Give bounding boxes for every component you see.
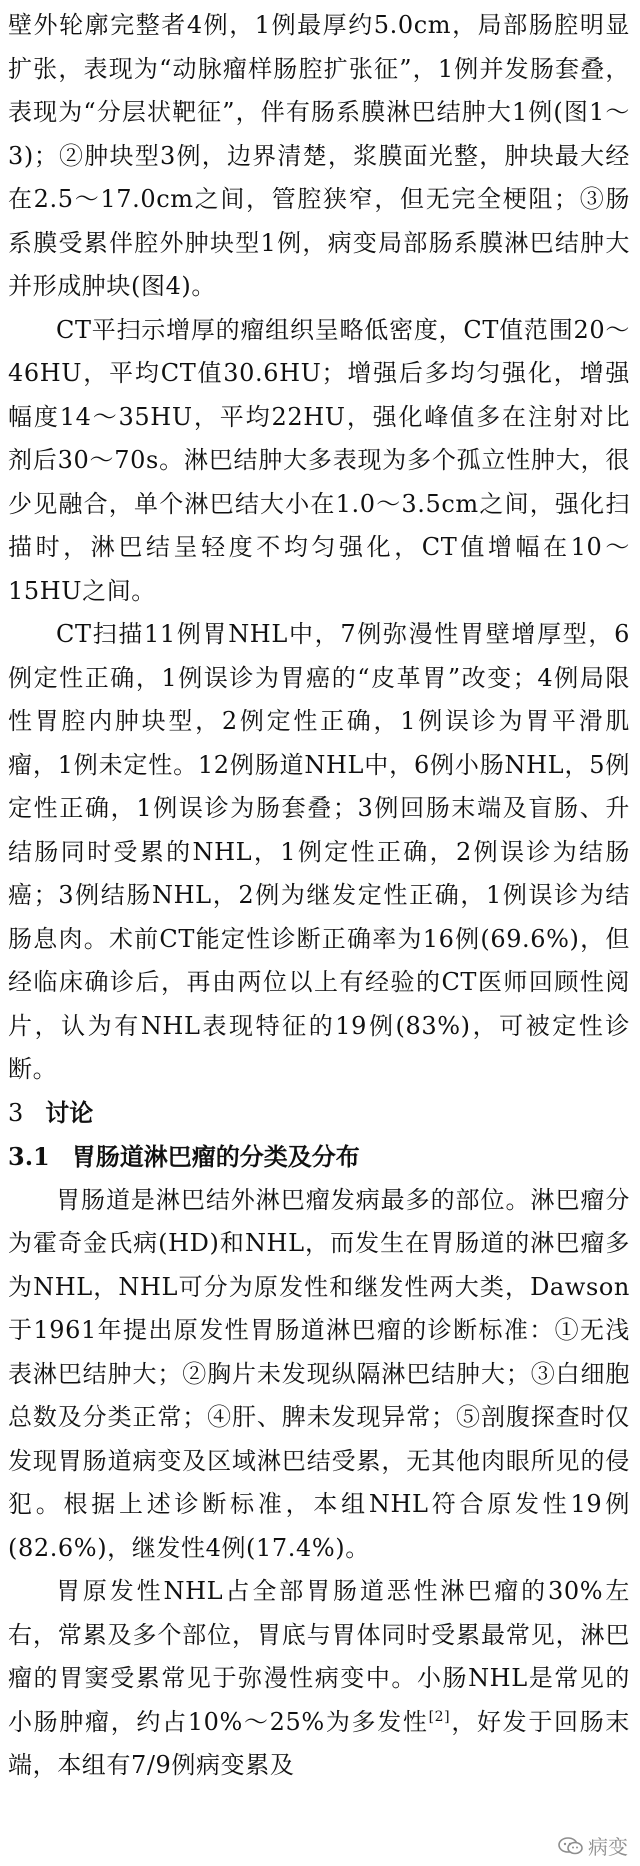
paragraph-distribution [8, 1570, 630, 1788]
paragraph-results-ct-values: CT平扫示增厚的瘤组织呈略低密度，CT值范围20～46HU，平均CT值30.6HU；增强后多均匀强化，增强幅度14～35HU，平均22HU，强化峰值多在注射对比剂后30～70s。淋巴结肿大多表现为多个孤立性肿大，很少见融合，单个淋巴结大小在1.0～3.5cm之间，强化扫描时，淋巴结呈轻度不均匀强化，CT值增幅在10～15HU之间。 [8, 315, 630, 605]
paragraph-results-diagnosis: CT扫描11例胃NHL中，7例弥漫性胃壁增厚型，6例定性正确，1例误诊为胃癌的“皮革胃”改变；4例局限性胃腔内肿块型，2例定性正确，1例误诊为胃平滑肌瘤，1例未定性。12例肠道NHL中，6例小肠NHL，5例定性正确，1例误诊为肠套叠；3例回肠末端及盲肠、升结肠同时受累的NHL，1例定性正确，2例误诊为结肠癌；3例结肠NHL，2例为继发定性正确，1例误诊为结肠息肉。术前CT能定性诊断正确率为16例(69.6%)，但经临床确诊后，再由两位以上有经验的CT医师回顾性阅片，认为有NHL表现特征的19例(83%)，可被定性诊断。 [8, 620, 630, 1083]
section-heading [8, 1092, 630, 1136]
subsection-heading [8, 1135, 630, 1179]
watermark [558, 1831, 628, 1860]
watermark-text: 病变 [588, 1835, 628, 1859]
citation-ref[interactable]: [2] [428, 1708, 451, 1725]
paragraph-results-1: 壁外轮廓完整者4例，1例最厚约5.0cm，局部肠腔明显扩张，表现为“动脉瘤样肠腔扩张征”，1例并发肠套叠，表现为“分层状靶征”，伴有肠系膜淋巴结肿大1例(图1～3)；②肿块型3例，边界清楚，浆膜面光整，肿块最大经在2.5～17.0cm之间，管腔狭窄，但无完全梗阻；③肠系膜受累伴腔外肿块型1例，病变局部肠系膜淋巴结肿大并形成肿块(图4)。 [8, 11, 630, 300]
section-number: 3 [8, 1098, 24, 1127]
paragraph-classification: 胃肠道是淋巴结外淋巴瘤发病最多的部位。淋巴瘤分为霍奇金氏病(HD)和NHL，而发生在胃肠道的淋巴瘤多为NHL，NHL可分为原发性和继发性两大类，Dawson于1961年提出原发性胃肠道淋巴瘤的诊断标准：①无浅表淋巴结肿大；②胸片未发现纵隔淋巴结肿大；③白细胞总数及分类正常；④肝、脾未发现异常；⑤剖腹探查时仅发现胃肠道病变及区域淋巴结受累，无其他肉眼所见的侵犯。根据上述诊断标准，本组NHL符合原发性19例(82.6%)，继发性4例(17.4%)。 [8, 1185, 630, 1562]
paragraph-distribution-text: 胃原发性NHL占全部胃肠道恶性淋巴瘤的30%左右，常累及多个部位，胃底与胃体同时受累最常见，淋巴瘤的胃窦受累常见于弥漫性病变中。小肠NHL是常见的小肠肿瘤，约占10%～25%为多发性 [8, 1577, 630, 1736]
section-title: 讨论 [45, 1098, 94, 1127]
paragraph-distribution-tail: ，好发于回肠末端，本组有7/9例病变累及 [8, 1707, 630, 1779]
subsection-number: 3.1 [8, 1142, 50, 1171]
wechat-icon [558, 1836, 584, 1856]
subsection-title: 胃肠道淋巴瘤的分类及分布 [71, 1142, 360, 1171]
